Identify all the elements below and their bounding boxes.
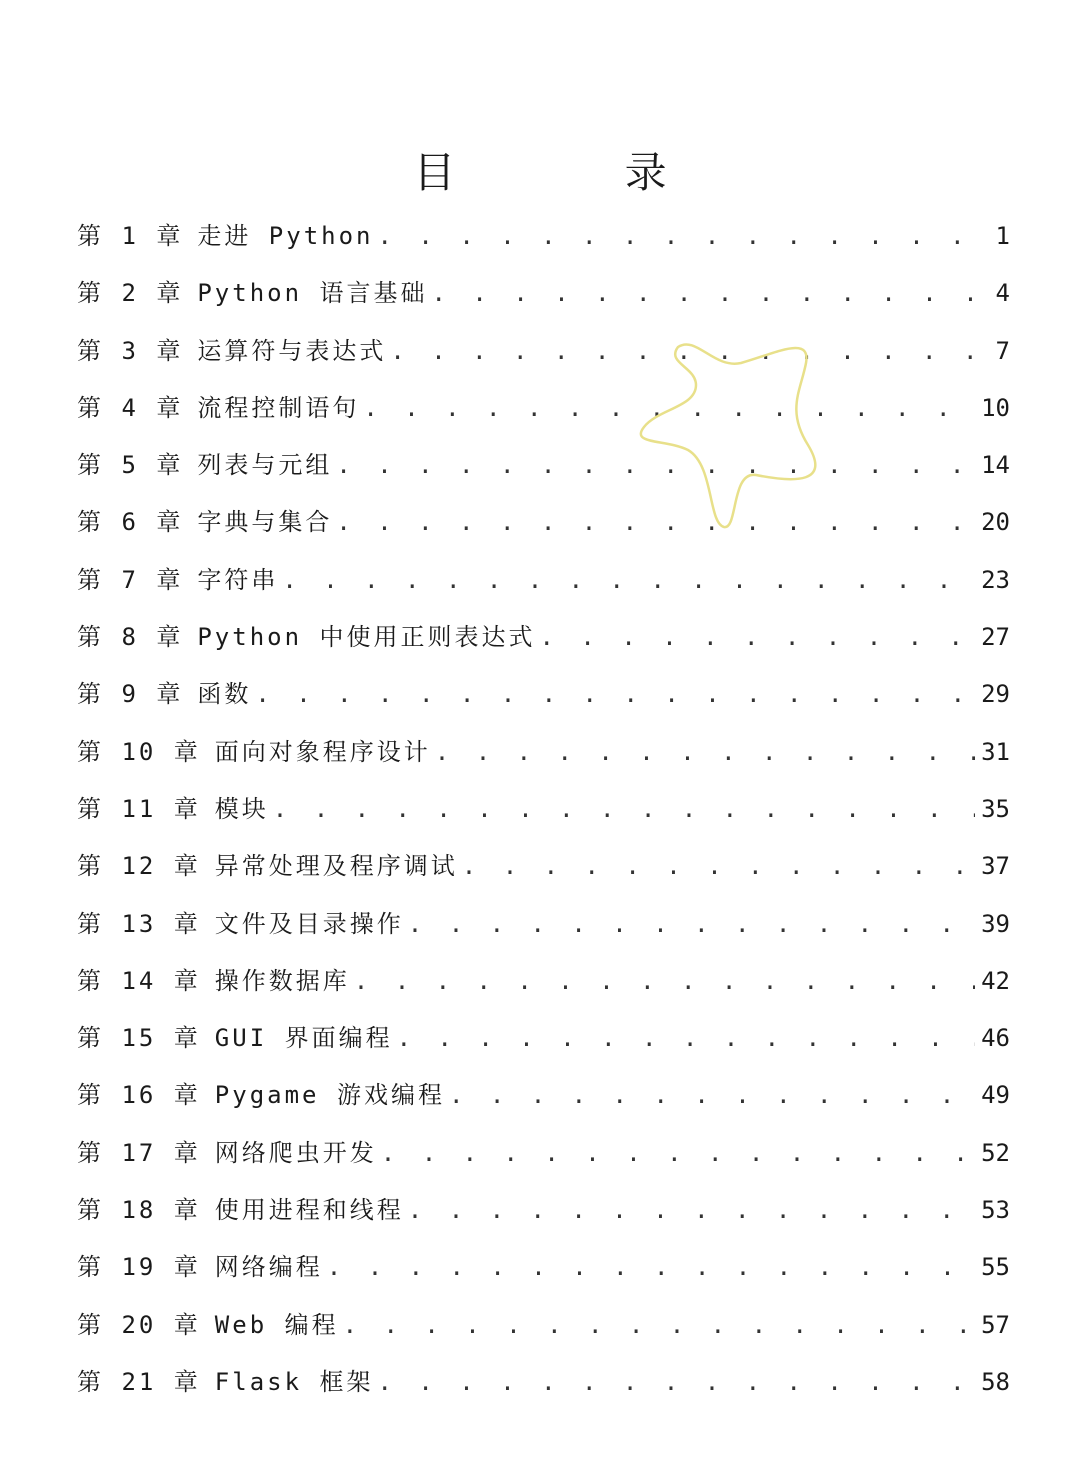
toc-entry[interactable] (77, 1125, 1010, 1182)
dot-leader (327, 1239, 975, 1296)
chapter-number: 第 11 章 (77, 794, 201, 823)
chapter-title: Pygame 游戏编程 (214, 1081, 445, 1110)
page-number: 49 (981, 1081, 1010, 1110)
chapter-title: Web 编程 (214, 1310, 339, 1339)
chapter-number: 第 18 章 (77, 1196, 201, 1225)
chapter-title: 走进 Python (197, 222, 374, 250)
chapter-number: 第 6 章 (77, 508, 184, 537)
dot-leader (435, 724, 975, 781)
dot-leader (449, 1067, 975, 1124)
page-number: 27 (981, 623, 1010, 652)
toc-entry[interactable] (77, 265, 1010, 322)
page-number: 31 (981, 737, 1010, 766)
table-of-contents (77, 208, 1010, 1411)
toc-entry[interactable] (77, 323, 1010, 380)
page-number: 57 (981, 1310, 1010, 1339)
page-number: 53 (981, 1196, 1010, 1225)
page-number: 55 (981, 1253, 1010, 1282)
toc-entry[interactable] (77, 953, 1010, 1010)
dot-leader (282, 552, 975, 609)
chapter-number: 第 10 章 (77, 737, 201, 766)
page-number: 46 (981, 1024, 1010, 1053)
toc-entry[interactable] (77, 1239, 1010, 1296)
page-number: 58 (981, 1367, 1010, 1396)
chapter-title: Python 中使用正则表达式 (197, 623, 536, 652)
dot-leader (397, 1010, 976, 1067)
chapter-title: 字典与集合 (197, 508, 333, 537)
chapter-number: 第 19 章 (77, 1253, 201, 1282)
toc-entry[interactable] (77, 724, 1010, 781)
chapter-number: 第 13 章 (77, 909, 201, 938)
toc-entry[interactable] (77, 1067, 1010, 1124)
chapter-number: 第 20 章 (77, 1310, 201, 1339)
chapter-title: 模块 (214, 794, 269, 823)
page-number: 42 (981, 966, 1010, 995)
dot-leader (540, 609, 976, 666)
page-number: 39 (981, 909, 1010, 938)
toc-entry[interactable] (77, 896, 1010, 953)
chapter-number: 第 14 章 (77, 966, 201, 995)
dot-leader (432, 265, 990, 322)
toc-entry[interactable] (77, 838, 1010, 895)
chapter-number: 第 21 章 (77, 1367, 201, 1396)
toc-entry[interactable] (77, 494, 1010, 551)
chapter-title: 运算符与表达式 (197, 336, 387, 365)
chapter-title: 字符串 (197, 565, 279, 594)
chapter-title: 文件及目录操作 (214, 909, 404, 938)
chapter-number: 第 7 章 (77, 565, 184, 594)
chapter-title: GUI 界面编程 (214, 1024, 393, 1053)
chapter-title: 面向对象程序设计 (214, 737, 431, 766)
dot-leader (378, 208, 990, 265)
chapter-number: 第 16 章 (77, 1081, 201, 1110)
dot-leader (255, 666, 975, 723)
page-number: 52 (981, 1138, 1010, 1167)
toc-entry[interactable] (77, 437, 1010, 494)
toc-entry[interactable] (77, 666, 1010, 723)
page-title: 目 录 (413, 148, 745, 197)
toc-entry[interactable] (77, 1010, 1010, 1067)
toc-entry[interactable] (77, 781, 1010, 838)
page-number: 7 (995, 336, 1010, 365)
chapter-title: 网络编程 (214, 1253, 323, 1282)
chapter-number: 第 5 章 (77, 451, 184, 480)
page-number: 37 (981, 852, 1010, 881)
chapter-number: 第 8 章 (77, 623, 184, 652)
dot-leader (408, 896, 975, 953)
dot-leader (378, 1354, 976, 1411)
page-number: 20 (981, 508, 1010, 537)
chapter-number: 第 15 章 (77, 1024, 201, 1053)
page-number: 10 (981, 393, 1010, 422)
dot-leader (354, 953, 975, 1010)
page-number: 14 (981, 451, 1010, 480)
chapter-title: 使用进程和线程 (214, 1196, 404, 1225)
dot-leader (381, 1125, 975, 1182)
page-number: 29 (981, 680, 1010, 709)
chapter-title: Flask 框架 (214, 1367, 374, 1396)
chapter-number: 第 9 章 (77, 680, 184, 709)
toc-entry[interactable] (77, 380, 1010, 437)
toc-entry[interactable] (77, 208, 1010, 265)
chapter-number: 第 2 章 (77, 279, 184, 308)
page-number: 23 (981, 565, 1010, 594)
dot-leader (462, 838, 975, 895)
chapter-title: Python 语言基础 (197, 279, 428, 308)
chapter-title: 网络爬虫开发 (214, 1138, 377, 1167)
page-number: 35 (981, 794, 1010, 823)
chapter-title: 操作数据库 (214, 966, 350, 995)
star-outline-icon (636, 335, 831, 535)
chapter-title: 列表与元组 (197, 451, 333, 480)
chapter-title: 流程控制语句 (197, 393, 360, 422)
page-number: 4 (995, 279, 1010, 308)
chapter-title: 异常处理及程序调试 (214, 852, 458, 881)
chapter-title: 函数 (197, 680, 252, 709)
page-number: 1 (995, 222, 1010, 250)
toc-entry[interactable] (77, 609, 1010, 666)
chapter-number: 第 17 章 (77, 1138, 201, 1167)
dot-leader (408, 1182, 975, 1239)
toc-entry[interactable] (77, 1297, 1010, 1354)
chapter-number: 第 1 章 (77, 222, 184, 250)
chapter-number: 第 4 章 (77, 393, 184, 422)
chapter-number: 第 3 章 (77, 336, 184, 365)
dot-leader (343, 1297, 976, 1354)
chapter-number: 第 12 章 (77, 852, 201, 881)
dot-leader (273, 781, 975, 838)
toc-entry[interactable] (77, 1182, 1010, 1239)
toc-entry[interactable] (77, 552, 1010, 609)
toc-entry[interactable] (77, 1354, 1010, 1411)
